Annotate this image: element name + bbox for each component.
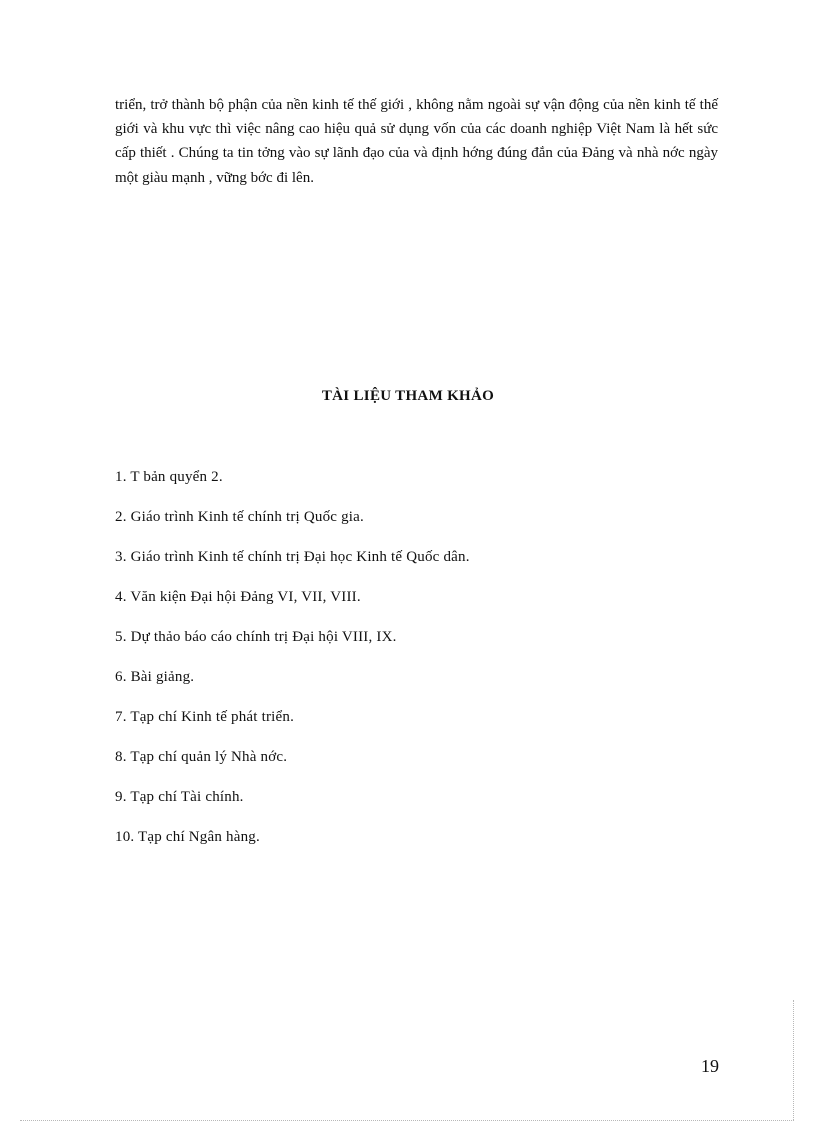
reference-item: 9. Tạp chí Tài chính. bbox=[115, 789, 244, 805]
reference-item: 6. Bài giảng. bbox=[115, 669, 195, 685]
reference-item: 10. Tạp chí Ngân hàng. bbox=[115, 829, 260, 845]
page-border-bottom bbox=[20, 1120, 794, 1121]
page-border-right bbox=[793, 1000, 794, 1120]
references-title: TÀI LIỆU THAM KHẢO bbox=[321, 388, 495, 404]
reference-item: 1. T bản quyển 2. bbox=[115, 469, 223, 485]
reference-item: 3. Giáo trình Kinh tế chính trị Đại học Kinh tế Quốc dân. bbox=[115, 549, 470, 565]
page-number: 19 bbox=[701, 1056, 719, 1076]
reference-item: 8. Tạp chí quản lý Nhà nớc. bbox=[115, 749, 288, 765]
reference-item: 4. Văn kiện Đại hội Đảng VI, VII, VIII. bbox=[115, 589, 361, 605]
reference-list bbox=[115, 466, 470, 866]
reference-item: 5. Dự thảo báo cáo chính trị Đại hội VIII, IX. bbox=[115, 629, 397, 645]
body-paragraph: triển, trở thành bộ phận của nền kinh tế thế giới , không nằm ngoài sự vận động của nền kinh tế thế giới và khu vực thì việc nâng cao hiệu quả sử dụng vốn của các doanh nghiệp Việt Nam là hết sức cấp thiết . Chúng ta tin tởng vào sự lãnh đạo của và định hớng đúng đắn của Đảng và nhà nớc ngày một giàu mạnh , vững bớc đi lên. bbox=[115, 97, 718, 186]
reference-item: 7. Tạp chí Kinh tế phát triển. bbox=[115, 709, 295, 725]
reference-item: 2. Giáo trình Kinh tế chính trị Quốc gia. bbox=[115, 509, 364, 525]
